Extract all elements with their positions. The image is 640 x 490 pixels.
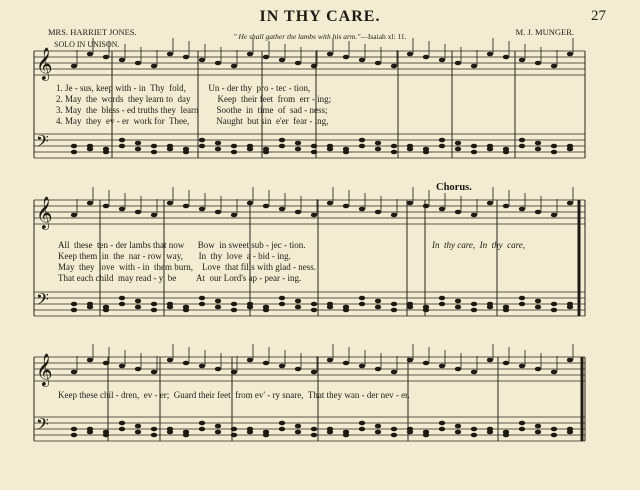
- notehead: [279, 296, 285, 301]
- notehead: [247, 201, 253, 206]
- notehead: [295, 141, 301, 146]
- notehead: [151, 433, 157, 438]
- notehead: [135, 147, 141, 152]
- performance-direction: SOLO IN UNISON.: [54, 40, 120, 49]
- notehead: [279, 207, 285, 212]
- notehead: [455, 430, 461, 435]
- notehead: [343, 361, 349, 366]
- notehead: [423, 308, 429, 313]
- notehead: [231, 427, 237, 432]
- notehead: [119, 302, 125, 307]
- notehead: [215, 147, 221, 152]
- notehead: [359, 364, 365, 369]
- notehead: [295, 305, 301, 310]
- notehead: [407, 52, 413, 57]
- notehead: [263, 55, 269, 60]
- notehead: [535, 424, 541, 429]
- notehead: [199, 207, 205, 212]
- lyricist-credit: MRS. HARRIET JONES.: [48, 27, 137, 37]
- notehead: [199, 138, 205, 143]
- notehead: [119, 421, 125, 426]
- notehead: [407, 305, 413, 310]
- notehead: [231, 144, 237, 149]
- notehead: [183, 55, 189, 60]
- notehead: [551, 427, 557, 432]
- clef-symbols: [36, 47, 53, 438]
- notehead: [199, 302, 205, 307]
- notehead: [103, 204, 109, 209]
- notehead: [199, 58, 205, 63]
- notehead: [183, 361, 189, 366]
- notehead: [519, 144, 525, 149]
- composer-credit: M. J. MUNGER.: [515, 27, 574, 37]
- notehead: [407, 358, 413, 363]
- notehead: [551, 302, 557, 307]
- notehead: [311, 308, 317, 313]
- notehead: [439, 296, 445, 301]
- notehead: [391, 370, 397, 375]
- notehead: [199, 296, 205, 301]
- notehead: [279, 427, 285, 432]
- verse-3-line-2: May they love with - in them burn, Love that fills with glad - ness.: [58, 262, 316, 272]
- notehead: [151, 427, 157, 432]
- notehead: [135, 424, 141, 429]
- notehead: [247, 147, 253, 152]
- notehead: [151, 370, 157, 375]
- notehead: [471, 427, 477, 432]
- notehead: [215, 430, 221, 435]
- notehead: [439, 302, 445, 307]
- chorus-label: Chorus.: [436, 182, 472, 193]
- notehead: [231, 64, 237, 69]
- notehead: [167, 305, 173, 310]
- notehead: [279, 364, 285, 369]
- notehead: [215, 210, 221, 215]
- notehead: [535, 299, 541, 304]
- notehead: [391, 302, 397, 307]
- notehead: [471, 213, 477, 218]
- notehead: [151, 144, 157, 149]
- notehead: [391, 433, 397, 438]
- notehead: [343, 204, 349, 209]
- notehead: [71, 64, 77, 69]
- notehead: [87, 358, 93, 363]
- verse-4-line-2: That each child may read - y be At our Lord's ap - pear - ing.: [58, 273, 302, 283]
- notehead: [151, 64, 157, 69]
- notehead: [87, 201, 93, 206]
- notehead: [343, 433, 349, 438]
- notehead: [359, 421, 365, 426]
- notehead: [215, 367, 221, 372]
- notehead: [471, 433, 477, 438]
- notehead: [439, 138, 445, 143]
- notehead: [503, 361, 509, 366]
- notehead: [311, 370, 317, 375]
- notehead: [167, 201, 173, 206]
- notehead: [167, 358, 173, 363]
- notehead: [71, 370, 77, 375]
- notehead: [119, 58, 125, 63]
- notehead: [503, 204, 509, 209]
- notehead: [247, 52, 253, 57]
- notehead: [535, 305, 541, 310]
- notehead: [375, 367, 381, 372]
- notehead: [311, 150, 317, 155]
- notehead: [455, 210, 461, 215]
- notehead: [327, 430, 333, 435]
- notehead: [263, 433, 269, 438]
- notehead: [167, 52, 173, 57]
- notehead: [567, 52, 573, 57]
- notehead: [471, 144, 477, 149]
- notehead: [391, 64, 397, 69]
- notehead: [359, 427, 365, 432]
- notehead: [119, 138, 125, 143]
- notehead: [567, 147, 573, 152]
- notehead: [519, 296, 525, 301]
- notehead: [487, 201, 493, 206]
- notehead: [375, 141, 381, 146]
- notehead: [295, 147, 301, 152]
- treble-clef-icon: 𝄞: [36, 353, 53, 386]
- notehead: [71, 150, 77, 155]
- notehead: [215, 141, 221, 146]
- notehead: [503, 150, 509, 155]
- notehead: [103, 308, 109, 313]
- notehead: [231, 370, 237, 375]
- notehead: [471, 370, 477, 375]
- notehead: [151, 302, 157, 307]
- notehead: [279, 421, 285, 426]
- notehead: [199, 421, 205, 426]
- notehead: [231, 150, 237, 155]
- notehead: [71, 427, 77, 432]
- notehead: [391, 213, 397, 218]
- notehead: [439, 421, 445, 426]
- notehead: [151, 308, 157, 313]
- notehead: [455, 367, 461, 372]
- notehead: [455, 141, 461, 146]
- notehead: [103, 433, 109, 438]
- notehead: [135, 299, 141, 304]
- notehead: [359, 302, 365, 307]
- notehead: [551, 370, 557, 375]
- notehead: [183, 204, 189, 209]
- treble-clef-icon: 𝄞: [36, 196, 53, 229]
- notehead: [567, 358, 573, 363]
- hymn-title: IN THY CARE.: [259, 8, 381, 25]
- notehead: [535, 367, 541, 372]
- notehead: [455, 299, 461, 304]
- notehead: [135, 367, 141, 372]
- notehead: [455, 61, 461, 66]
- bass-clef-icon: 𝄢: [36, 131, 49, 155]
- notehead: [263, 204, 269, 209]
- notehead: [535, 61, 541, 66]
- notehead: [135, 141, 141, 146]
- notehead: [119, 364, 125, 369]
- notehead: [439, 144, 445, 149]
- notehead: [151, 213, 157, 218]
- notehead: [295, 430, 301, 435]
- notehead: [311, 427, 317, 432]
- notehead: [71, 308, 77, 313]
- notehead: [215, 61, 221, 66]
- notehead: [359, 144, 365, 149]
- notehead: [375, 210, 381, 215]
- notehead: [535, 430, 541, 435]
- notehead: [215, 299, 221, 304]
- verse-4-line: 4. May they ev - er work for Thee, Naught but sin e'er fear - ing,: [56, 116, 329, 126]
- notehead: [247, 305, 253, 310]
- notehead: [231, 433, 237, 438]
- chorus-lyric-start: In thy care, In thy care,: [432, 240, 526, 250]
- notehead: [487, 358, 493, 363]
- notehead: [439, 427, 445, 432]
- chorus-lyric: Keep these chil - dren, ev - er; Guard their feet from ev' - ry snare, That they wan - der nev - er.: [58, 390, 410, 400]
- notehead: [71, 433, 77, 438]
- notehead: [391, 150, 397, 155]
- notehead: [311, 144, 317, 149]
- notehead: [327, 52, 333, 57]
- notehead: [231, 308, 237, 313]
- notehead: [503, 308, 509, 313]
- notehead: [327, 147, 333, 152]
- notehead: [503, 433, 509, 438]
- notehead: [519, 421, 525, 426]
- notehead: [535, 210, 541, 215]
- notehead: [119, 296, 125, 301]
- notehead: [551, 433, 557, 438]
- notehead: [535, 141, 541, 146]
- notehead: [535, 147, 541, 152]
- notehead: [359, 138, 365, 143]
- notehead: [375, 299, 381, 304]
- notehead: [231, 302, 237, 307]
- notehead: [519, 138, 525, 143]
- epigraph-quote: " He shall gather the lambs with his arm.": [233, 32, 361, 41]
- notehead: [199, 364, 205, 369]
- bass-clef-icon: 𝄢: [36, 289, 49, 313]
- notehead: [279, 302, 285, 307]
- treble-clef-icon: 𝄞: [36, 47, 53, 80]
- notehead: [119, 144, 125, 149]
- notehead: [551, 213, 557, 218]
- notehead: [487, 52, 493, 57]
- notehead: [519, 58, 525, 63]
- notehead: [311, 213, 317, 218]
- notehead: [487, 305, 493, 310]
- notehead: [183, 433, 189, 438]
- notehead: [327, 305, 333, 310]
- notehead: [87, 52, 93, 57]
- notehead: [247, 430, 253, 435]
- notehead: [135, 430, 141, 435]
- notehead: [567, 430, 573, 435]
- notehead: [103, 361, 109, 366]
- notehead: [199, 427, 205, 432]
- notehead: [183, 308, 189, 313]
- notehead: [295, 210, 301, 215]
- notehead: [551, 308, 557, 313]
- notehead: [343, 55, 349, 60]
- notehead: [567, 305, 573, 310]
- notehead: [71, 302, 77, 307]
- notehead: [71, 213, 77, 218]
- notehead: [151, 150, 157, 155]
- notehead: [519, 207, 525, 212]
- notehead: [103, 55, 109, 60]
- notehead: [423, 150, 429, 155]
- epigraph-reference: —Isaiah xl: 11.: [360, 32, 407, 41]
- notehead: [407, 201, 413, 206]
- notehead: [183, 150, 189, 155]
- notehead: [423, 204, 429, 209]
- notehead: [295, 299, 301, 304]
- notehead: [375, 424, 381, 429]
- notehead: [311, 433, 317, 438]
- notehead: [199, 144, 205, 149]
- notehead: [391, 144, 397, 149]
- notehead: [471, 150, 477, 155]
- notehead: [263, 150, 269, 155]
- bass-clef-icon: 𝄢: [36, 414, 49, 438]
- notehead: [375, 305, 381, 310]
- notehead: [471, 302, 477, 307]
- notehead: [375, 430, 381, 435]
- notehead: [71, 144, 77, 149]
- page-number: 27: [591, 8, 606, 24]
- notehead: [327, 201, 333, 206]
- notehead: [439, 58, 445, 63]
- notehead: [215, 305, 221, 310]
- notehead: [231, 213, 237, 218]
- notehead: [295, 424, 301, 429]
- notehead: [311, 302, 317, 307]
- notehead: [343, 150, 349, 155]
- notehead: [87, 305, 93, 310]
- notehead: [551, 144, 557, 149]
- notehead: [327, 358, 333, 363]
- notehead: [439, 207, 445, 212]
- notehead: [407, 147, 413, 152]
- notehead: [567, 201, 573, 206]
- notehead: [439, 364, 445, 369]
- notehead: [263, 361, 269, 366]
- notehead: [423, 433, 429, 438]
- notehead: [503, 55, 509, 60]
- notehead: [167, 147, 173, 152]
- notehead: [519, 427, 525, 432]
- verse-1-line: 1. Je - sus, keep with - in Thy fold, Un - der thy pro - tec - tion,: [56, 83, 311, 93]
- notehead: [471, 308, 477, 313]
- notehead: [263, 308, 269, 313]
- notehead: [119, 207, 125, 212]
- notehead: [167, 430, 173, 435]
- notehead: [455, 305, 461, 310]
- notehead: [103, 150, 109, 155]
- notehead: [375, 61, 381, 66]
- notehead: [407, 430, 413, 435]
- notehead: [279, 58, 285, 63]
- notehead: [487, 147, 493, 152]
- notehead: [87, 430, 93, 435]
- notehead: [247, 358, 253, 363]
- verse-2-line: 2. May the words they learn to day Keep their feet from err - ing;: [56, 94, 332, 104]
- notehead: [135, 61, 141, 66]
- notehead: [87, 147, 93, 152]
- notehead: [487, 430, 493, 435]
- notehead: [311, 64, 317, 69]
- verse-3-line: 3. May the bless - ed truths they learn Soothe in time of sad - ness;: [56, 105, 328, 115]
- notehead: [423, 55, 429, 60]
- notehead: [359, 207, 365, 212]
- notehead: [471, 64, 477, 69]
- notehead: [423, 361, 429, 366]
- notehead: [215, 424, 221, 429]
- notehead: [375, 147, 381, 152]
- notehead: [455, 147, 461, 152]
- notehead: [551, 64, 557, 69]
- notehead: [519, 364, 525, 369]
- notehead: [343, 308, 349, 313]
- notehead: [135, 210, 141, 215]
- notehead: [359, 58, 365, 63]
- notehead: [279, 144, 285, 149]
- verse-2-line-2: Keep them in the nar - row way, In thy love a - bid - ing.: [58, 251, 291, 261]
- notehead: [119, 427, 125, 432]
- notehead: [455, 424, 461, 429]
- verse-1-line-2: All these ten - der lambs that now Bow in sweet sub - jec - tion.: [58, 240, 306, 250]
- notehead: [551, 150, 557, 155]
- notehead: [519, 302, 525, 307]
- notehead: [135, 305, 141, 310]
- notehead: [359, 296, 365, 301]
- notehead: [391, 427, 397, 432]
- notehead: [295, 61, 301, 66]
- notehead: [391, 308, 397, 313]
- notehead: [279, 138, 285, 143]
- notehead: [295, 367, 301, 372]
